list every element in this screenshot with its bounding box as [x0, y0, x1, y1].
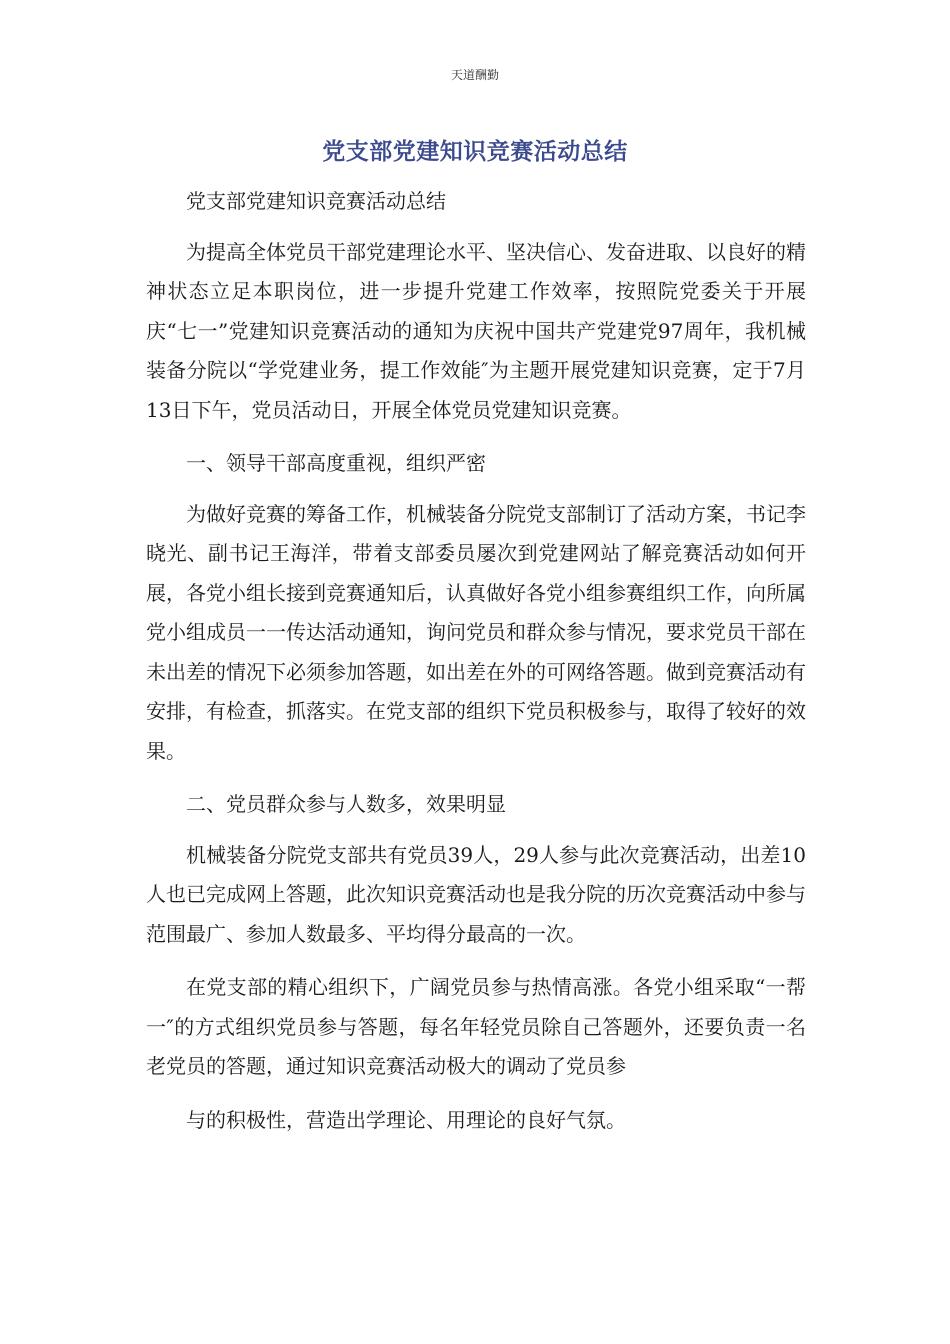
header-note: 天道酬勤 — [450, 68, 499, 82]
document-title: 党支部党建知识竞赛活动总结 — [322, 139, 628, 165]
document-subtitle: 党支部党建知识竞赛活动总结 — [186, 189, 446, 213]
section-heading-2: 二、党员群众参与人数多，效果明显 — [186, 792, 506, 816]
paragraph-section-2b: 在党支部的精心组织下，广阔党员参与热情高涨。各党小组采取“一帮一″的方式组织党员参与答题，每名年轻党员除自己答题外，还要负责一名老党员的答题，通过知识竞赛活动极大的调动了党员参 — [146, 975, 806, 1078]
paragraph-section-2a: 机械装备分院党支部共有党员39人，29人参与此次竞赛活动，出差10人也已完成网上答题，此次知识竞赛活动也是我分院的历次竞赛活动中参与范围最广、参加人数最多、平均得分最高的一次。 — [146, 842, 806, 946]
document-body — [146, 182, 806, 1154]
paragraph-section-1: 为做好竞赛的筹备工作，机械装备分院党支部制订了活动方案，书记李晓光、副书记王海洋，带着支部委员屡次到党建网站了解竞赛活动如何开展，各党小组长接到竞赛通知后，认真做好各党小组参赛组织工作，向所属党小组成员一一传达活动通知，询问党员和群众参与情况，要求党员干部在未出差的情况下必须参加答题，如出差在外的可网络答题。做到竞赛活动有安排，有检查，抓落实。在党支部的组织下党员积极参与，取得了较好的效果。 — [146, 501, 806, 763]
paragraph-section-2c: 与的积极性，营造出学理论、用理论的良好气氛。 — [186, 1107, 626, 1132]
paragraph-intro: 为提高全体党员干部党建理论水平、坚决信心、发奋进取、以良好的精神状态立足本职岗位，进一步提升党建工作效率，按照院党委关于开展庆“七一”党建知识竞赛活动的通知为庆祝中国共产党建党97周年，我机械装备分院以“学党建业务，提工作效能″为主题开展党建知识竞赛，定于7月13日下午，党员活动日，开展全体党员党建知识竞赛。 — [146, 239, 806, 422]
section-heading-1: 一、领导干部高度重视，组织严密 — [186, 451, 486, 475]
